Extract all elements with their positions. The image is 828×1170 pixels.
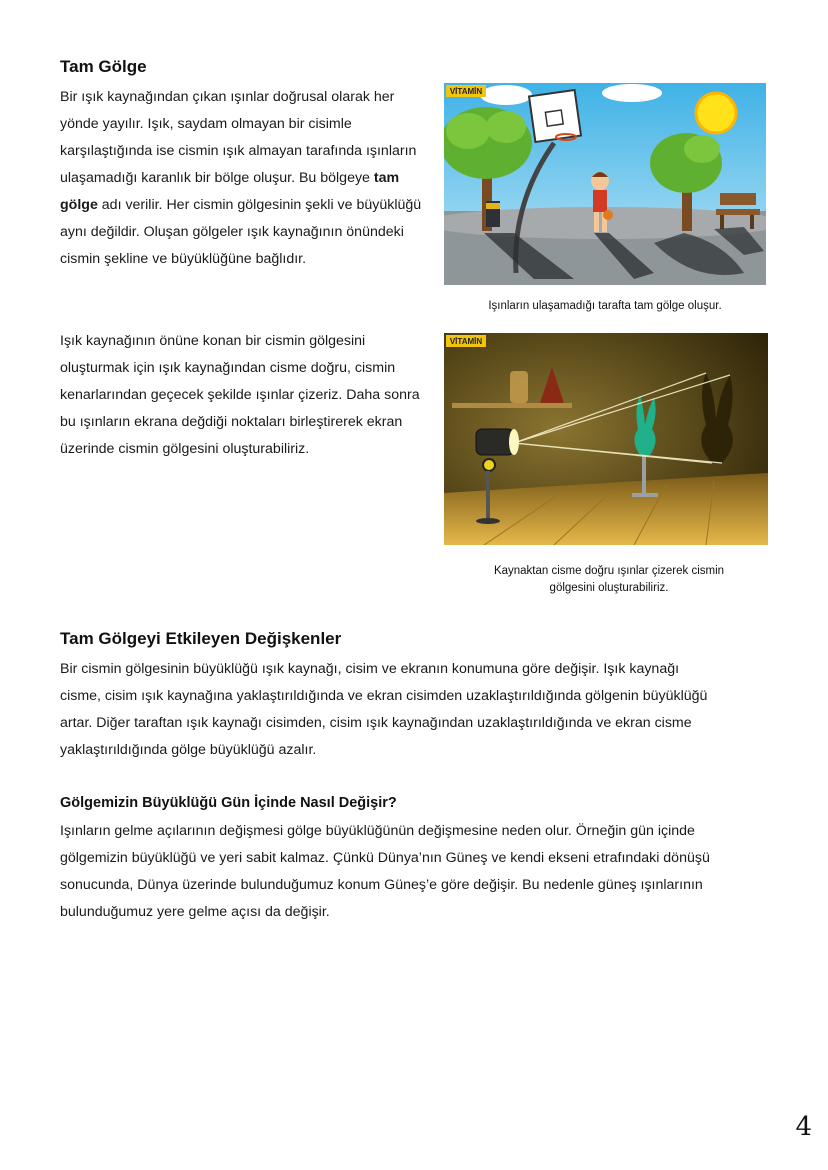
brand-logo-text: VİTAMİN [449,337,483,346]
basketball-scene-illustration [444,83,766,285]
brand-logo-text: VİTAMİN [449,87,483,96]
figure-caption-2: Kaynaktan cisme doğru ışınlar çizerek cismin gölgesini oluşturabiliriz. [493,565,725,594]
section-heading-gun-icinde: Gölgemizin Büyüklüğü Gün İçinde Nasıl Değişir? [60,795,397,811]
paragraph-text: adı verilir. Her cismin gölgesinin şekli ve büyüklüğü aynı değildir. Oluşan gölgeler ışık kaynağının önündeki cismin şekline ve büyüklüğüne bağlıdır. [60,197,422,267]
section-heading-tam-golge: Tam Gölge [60,57,147,76]
paragraph-degiskenler: Bir cismin gölgesinin büyüklüğü ışık kaynağı, cisim ve ekranın konumuna göre değişir. Işık kaynağı cisme, cisim ışık kaynağına yaklaştırıldığında ve ekran cisimden uzaklaştırıldığında gölgenin büyüklüğü artar. Diğer taraftan ışık kaynağı cisimden, cisim ışık kaynağından uzaklaştırıldığında ve ekran cisme yaklaştırıldığında gölge büyüklüğü azalır. [60,661,708,758]
sun-icon [696,93,736,133]
paragraph-gun-icinde: Işınların gelme açılarının değişmesi gölge büyüklüğünün değişmesine neden olur. Örneğin gün içinde gölgemizin büyüklüğü ve yeri sabit kalmaz. Çünkü Dünya’nın Güneş ve kendi ekseni etrafındaki dönüşü sonucunda, Dünya üzerinde bulunduğumuz konum Güneş’e göre değişir. Bu nedenle güneş ışınlarının bulunduğumuz yere gelme açısı da değişir. [60,823,710,920]
figure-light-source-shadow [444,333,768,545]
paragraph-text: Bir ışık kaynağından çıkan ışınlar doğrusal olarak her yönde yayılır. Işık, saydam olmayan bir cisimle karşılaştığında ise cismin ışık almayan tarafında ışınların ulaşamadığı karanlık bir bölge oluşur. Bu bölgeye [60,89,417,186]
paragraph-tam-golge [60,84,432,273]
figure-basketball-shadow [444,83,766,285]
bold-term-tam-golge: tam gölge [60,170,400,213]
paragraph-golge-olusturma: Işık kaynağının önüne konan bir cismin gölgesini oluşturmak için ışık kaynağından cisme doğru, cismin kenarlarından geçecek şekilde ışınlar çizeriz. Daha sonra bu ışınların ekrana değdiği noktaları birleştirerek ekran üzerinde cismin gölgesini oluşturabiliriz. [60,333,420,457]
page-number: 4 [795,1112,812,1142]
shadow-room-illustration [444,333,768,545]
figure-caption-1: Işınların ulaşamadığı tarafta tam gölge oluşur. [488,300,722,312]
section-heading-degiskenler: Tam Gölgeyi Etkileyen Değişkenler [60,629,342,648]
